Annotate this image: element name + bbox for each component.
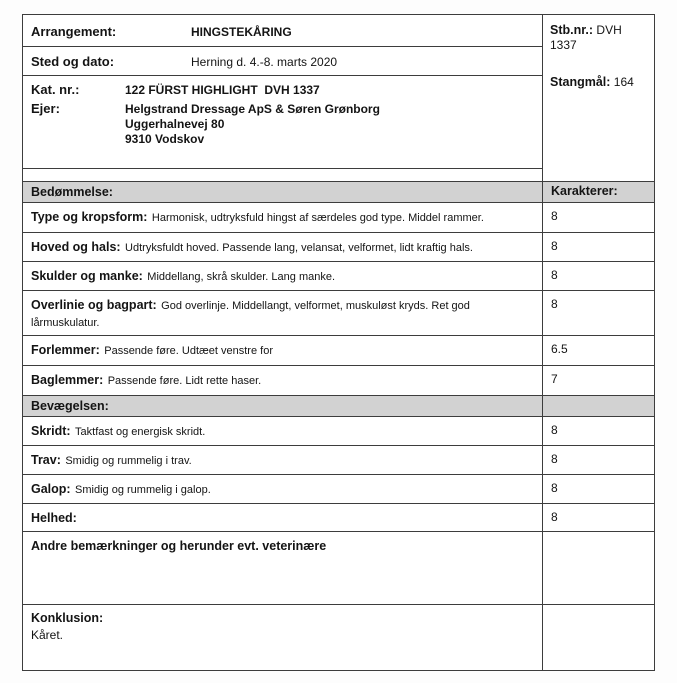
row-label: Skulder og manke:	[31, 269, 143, 283]
row-label: Hoved og hals:	[31, 240, 121, 254]
konklusion-label: Konklusion:	[31, 611, 104, 625]
ejer-address-line-1: Helgstrand Dressage ApS & Søren Grønborg	[125, 102, 380, 116]
score-cell: 8	[542, 475, 654, 503]
section-bedommelse-header	[23, 181, 654, 202]
row-label: Galop:	[31, 482, 71, 496]
row-baglemmer	[23, 365, 654, 395]
score-cell: 8	[542, 291, 654, 335]
score-cell: 8	[542, 446, 654, 474]
row-type-og-kropsform	[23, 202, 654, 232]
ejer-label: Ejer:	[31, 101, 60, 116]
sted-og-dato-label: Sted og dato:	[31, 54, 115, 69]
row-label: Baglemmer:	[31, 373, 104, 387]
bevaegelsen-score-header-cell	[542, 396, 654, 416]
score-cell: 8	[542, 504, 654, 531]
bevaegelsen-header-cell	[23, 396, 542, 416]
bedommelse-label: Bedømmelse:	[31, 185, 113, 199]
row-trav	[23, 445, 654, 474]
karakterer-label: Karakterer:	[551, 184, 618, 198]
kat-nr-label: Kat. nr.:	[31, 82, 80, 97]
row-text: Passende føre. Lidt rette haser.	[107, 375, 262, 387]
row-overlinie-og-bagpart	[23, 290, 654, 335]
form-header-right	[542, 15, 654, 181]
kat-nr-row	[31, 82, 534, 97]
sted-og-dato-value: Herning d. 4.-8. marts 2020	[191, 55, 338, 69]
score-cell: 8	[542, 233, 654, 261]
stb-nr-value: DVH 1337	[550, 23, 622, 52]
stangmaal	[550, 75, 647, 90]
row-text: Harmonisk, udtryksfuld hingst af særdeles god type. Middel rammer.	[151, 212, 484, 224]
row-skulder-og-manke	[23, 261, 654, 290]
row-helhed	[23, 503, 654, 531]
row-label: Type og kropsform:	[31, 210, 148, 224]
row-text: Smidig og rummelig i galop.	[75, 484, 211, 496]
bedommelse-header-cell	[23, 182, 542, 202]
header-spacer-row	[23, 169, 542, 181]
andre-bemaerkninger-label: Andre bemærkninger og herunder evt. veterinære	[31, 539, 327, 553]
ejer-address-line-3: 9310 Vodskov	[125, 132, 205, 146]
score-cell: 8	[542, 203, 654, 232]
row-label: Overlinie og bagpart:	[31, 298, 157, 312]
stangmaal-label: Stangmål:	[550, 75, 611, 89]
row-text: Taktfast og energisk skridt.	[75, 426, 206, 438]
row-text: Middellang, skrå skulder. Lang manke.	[147, 271, 336, 283]
score-cell: 7	[542, 366, 654, 395]
row-skridt	[23, 416, 654, 445]
row-galop	[23, 474, 654, 503]
row-label: Trav:	[31, 453, 61, 467]
row-konklusion	[23, 604, 654, 670]
row-label: Helhed:	[31, 511, 77, 525]
score-cell-empty	[542, 605, 654, 670]
form-header	[23, 15, 654, 181]
row-label: Skridt:	[31, 424, 71, 438]
row-text: Udtryksfuldt hoved. Passende lang, velansat, velformet, lidt kraftig hals.	[125, 242, 473, 254]
hingstekaaring-evaluation-form	[22, 14, 655, 671]
row-text: God overlinje. Middellangt, velformet, muskuløst kryds. Ret god lårmuskulatur.	[31, 300, 470, 329]
sted-og-dato-row	[23, 47, 542, 76]
row-andre-bemaerkninger	[23, 531, 654, 604]
arrangement-row	[23, 15, 542, 47]
kat-nr-value: 122 FÜRST HIGHLIGHT DVH 1337	[125, 83, 320, 97]
row-text: Smidig og rummelig i trav.	[65, 455, 192, 467]
arrangement-value: HINGSTEKÅRING	[191, 25, 292, 39]
form-header-left	[23, 15, 542, 181]
katalog-ejer-block	[23, 76, 542, 169]
section-bevaegelsen-header	[23, 395, 654, 416]
score-cell-empty	[542, 532, 654, 604]
stb-nr	[550, 23, 647, 53]
arrangement-label: Arrangement:	[31, 24, 117, 39]
stangmaal-value: 164	[613, 75, 634, 89]
row-hoved-og-hals	[23, 232, 654, 261]
stb-nr-label: Stb.nr.:	[550, 23, 594, 37]
karakterer-header-cell	[542, 182, 654, 202]
ejer-address-line-2: Uggerhalnevej 80	[125, 117, 225, 131]
row-forlemmer	[23, 335, 654, 365]
row-text: Passende føre. Udtæet venstre for	[104, 345, 273, 357]
score-cell: 8	[542, 262, 654, 290]
konklusion-value: Kåret.	[31, 628, 64, 642]
ejer-row	[31, 101, 534, 147]
score-cell: 8	[542, 417, 654, 445]
bevaegelsen-label: Bevægelsen:	[31, 399, 109, 413]
ejer-address	[125, 102, 380, 147]
row-label: Forlemmer:	[31, 343, 100, 357]
score-cell: 6.5	[542, 336, 654, 365]
